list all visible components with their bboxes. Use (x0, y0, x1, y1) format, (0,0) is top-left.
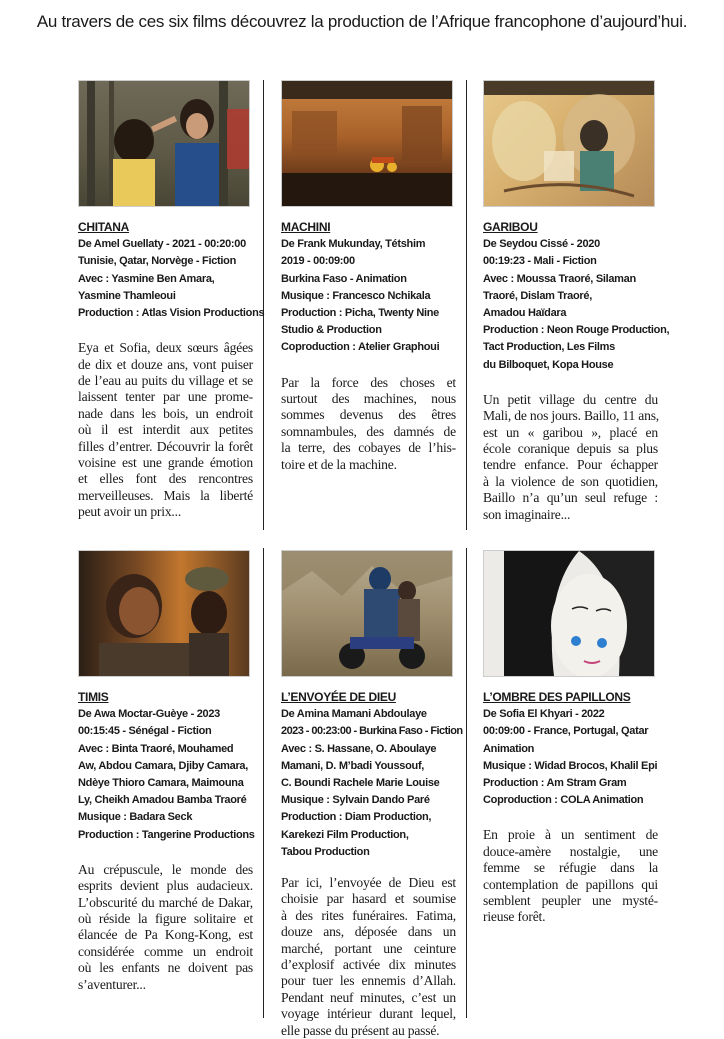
synopsis-line: de dix et douze ans, vont puiser (78, 356, 253, 372)
column-divider-left-lower (263, 548, 264, 1018)
info-line: Avec : Yasmine Ben Amara, (78, 272, 215, 285)
info-line: Avec : Moussa Traoré, Silaman (483, 272, 636, 285)
synopsis-line: voyage intérieur durant lequel, (281, 1006, 456, 1022)
info-line: Musique : Badara Seck (78, 811, 193, 824)
info-line: Coproduction : COLA Animation (483, 794, 644, 807)
film-still-machini (281, 80, 453, 207)
film-card-machini (281, 80, 456, 473)
info-line: Production : Neon Rouge Production, (483, 324, 670, 337)
info-line: Burkina Faso - Animation (281, 272, 407, 285)
film-info-machini (281, 219, 456, 357)
info-line: 2019 - 00:09:00 (281, 255, 355, 268)
film-info-chitana (78, 219, 265, 322)
film-card-garibou (483, 80, 670, 523)
synopsis-line: est un « garibou », placé en (483, 424, 658, 440)
info-line: Tunisie, Qatar, Norvège - Fiction (78, 255, 236, 268)
synopsis-line: douze ans, déposée dans un (281, 924, 456, 940)
column-divider-right-lower (466, 548, 467, 1018)
info-line: Ndèye Thioro Camara, Maimouna (78, 777, 244, 790)
info-line: Animation (483, 742, 535, 755)
info-line: Production : Diam Production, (281, 811, 432, 824)
intro-text: Au travers de ces six films découvrez la production de l’Afrique francophone d’aujourd’hui. (36, 12, 688, 31)
info-line: Production : Picha, Twenty Nine (281, 307, 439, 320)
film-title: TIMIS (78, 690, 109, 704)
synopsis-line: elle passe du présent au passé. (281, 1022, 440, 1038)
film-still-envoyee-de-dieu (281, 550, 453, 677)
synopsis-line: choisie par hasard et soumise (281, 891, 456, 907)
info-line: Musique : Francesco Nchikala (281, 289, 431, 302)
info-line: Tact Production, Les Films (483, 341, 615, 354)
info-line: De Awa Moctar-Guèye - 2023 (78, 708, 220, 721)
synopsis-line: Par ici, l’envoyée de Dieu est (281, 875, 456, 891)
film-info-envoyee-de-dieu (281, 689, 463, 861)
film-card-chitana (78, 80, 265, 521)
synopsis-line: surtout des machines, nous (281, 391, 456, 407)
synopsis-line: filles d’entrer. Découvrir la forêt (78, 438, 253, 454)
info-line: 00:15:45 - Sénégal - Fiction (78, 725, 212, 738)
film-synopsis-machini (281, 375, 456, 473)
info-line: 00:19:23 - Mali - Fiction (483, 255, 597, 268)
synopsis-line: la terre, des cobayes de l’his- (281, 440, 456, 456)
synopsis-line: laissent tenter par une prome- (78, 389, 253, 405)
film-info-ombre-des-papillons (483, 689, 658, 809)
synopsis-line: femme se réfugie dans la (483, 860, 658, 876)
synopsis-line: L’obscurité du marché de Dakar, (78, 894, 253, 910)
synopsis-line: somnambules, des damnés de (281, 423, 456, 439)
synopsis-line: école coranique depuis sa plus (483, 441, 658, 457)
synopsis-line: pour tuer les ennemis d’Allah. (281, 973, 456, 989)
synopsis-line: nade dans les bois, un endroit (78, 405, 253, 421)
film-title: MACHINI (281, 220, 331, 234)
info-line: Production : Am Stram Gram (483, 777, 627, 790)
info-line: Production : Tangerine Productions (78, 828, 255, 841)
info-line: Karekezi Film Production, (281, 828, 409, 841)
synopsis-line: Un petit village du centre du (483, 391, 658, 407)
synopsis-line: tendre enfance. Pour échapper (483, 457, 658, 473)
info-line: 00:09:00 - France, Portugal, Qatar (483, 725, 649, 738)
synopsis-line: douce-amère nostalgie, une (483, 843, 658, 859)
synopsis-line: esprits devient plus audacieux. (78, 878, 253, 894)
film-still-timis (78, 550, 250, 677)
synopsis-line: toire et de la machine. (281, 456, 397, 472)
info-line: 2023 - 00:23:00 - Burkina Faso - Fiction (281, 725, 463, 738)
info-line: Production : Atlas Vision Productions (78, 307, 265, 320)
synopsis-line: d’explosif activée dix minutes (281, 957, 456, 973)
film-synopsis-chitana (78, 340, 253, 520)
info-line: Aw, Abdou Camara, Djiby Camara, (78, 759, 249, 772)
film-still-ombre-des-papillons (483, 550, 655, 677)
column-divider-left (263, 80, 264, 530)
info-line: De Amina Mamani Abdoulaye (281, 708, 427, 721)
synopsis-line: de l’eau au puits du village et se (78, 373, 253, 389)
synopsis-line: Au crépuscule, le monde des (78, 861, 253, 877)
synopsis-line: merveilleuses. Mais la liberté (78, 487, 253, 503)
film-still-garibou (483, 80, 655, 207)
film-title: GARIBOU (483, 220, 538, 234)
film-card-ombre-des-papillons (483, 550, 658, 926)
film-synopsis-garibou (483, 392, 658, 523)
synopsis-line: son imaginaire... (483, 506, 571, 522)
synopsis-line: peut avoir un prix... (78, 504, 182, 520)
film-synopsis-ombre-des-papillons (483, 827, 658, 925)
synopsis-line: où il est interdit aux petites (78, 422, 253, 438)
synopsis-line: Pendant neuf minutes, c’est un (281, 989, 456, 1005)
film-info-timis (78, 689, 253, 844)
info-line: De Sofia El Khyari - 2022 (483, 708, 605, 721)
film-title: L’OMBRE DES PAPILLONS (483, 690, 631, 704)
info-line: Coproduction : Atelier Graphoui (281, 341, 440, 354)
info-line: Amadou Haïdara (483, 307, 567, 320)
film-title: L’ENVOYÉE DE DIEU (281, 690, 396, 704)
info-line: Studio & Production (281, 324, 382, 337)
info-line: De Frank Mukunday, Tétshim (281, 238, 426, 251)
synopsis-line: s’aventurer... (78, 976, 146, 992)
synopsis-line: où les enfants ne doivent pas (78, 960, 253, 976)
synopsis-line: à des rites funéraires. Fatima, (281, 907, 456, 923)
synopsis-line: Par la force des choses et (281, 374, 456, 390)
synopsis-line: à la violence de son quotidien, (483, 473, 658, 489)
synopsis-line: voisine est une grande émotion (78, 455, 253, 471)
synopsis-line: marché, portant une ceinture (281, 940, 456, 956)
film-card-timis (78, 550, 253, 993)
info-line: Tabou Production (281, 845, 370, 858)
synopsis-line: sommes devenus des êtres (281, 407, 456, 423)
info-line: Traoré, Dislam Traoré, (483, 289, 592, 302)
synopsis-line: et elles font des rencontres (78, 471, 253, 487)
info-line: De Amel Guellaty - 2021 - 00:20:00 (78, 238, 246, 251)
synopsis-line: semblent peupler une mysté- (483, 893, 658, 909)
synopsis-line: considérée comme un endroit (78, 943, 253, 959)
info-line: du Bilboquet, Kopa House (483, 358, 614, 371)
info-line: Ly, Cheikh Amadou Bamba Traoré (78, 794, 247, 807)
film-title: CHITANA (78, 220, 130, 234)
info-line: Musique : Sylvain Dando Paré (281, 794, 430, 807)
synopsis-line: élancée de Pa Kong-Kong, est (78, 927, 253, 943)
synopsis-line: Baillo n’a qu’un seul refuge : (483, 490, 658, 506)
info-line: Musique : Widad Brocos, Khalil Epi (483, 759, 658, 772)
info-line: C. Boundi Rachele Marie Louise (281, 777, 440, 790)
synopsis-line: En proie à un sentiment de (483, 827, 658, 843)
film-synopsis-envoyee-de-dieu (281, 875, 456, 1039)
film-info-garibou (483, 219, 670, 374)
info-line: Yasmine Thamleoui (78, 289, 176, 302)
film-synopsis-timis (78, 862, 253, 993)
info-line: Avec : Binta Traoré, Mouhamed (78, 742, 234, 755)
synopsis-line: Eya et Sofia, deux sœurs âgées (78, 340, 253, 356)
info-line: De Seydou Cissé - 2020 (483, 238, 600, 251)
synopsis-line: où réside la figure solitaire et (78, 911, 253, 927)
info-line: Mamani, D. M’badi Youssouf, (281, 759, 425, 772)
synopsis-line: contemplation de papillons qui (483, 876, 658, 892)
synopsis-line: rieuse forêt. (483, 909, 546, 925)
synopsis-line: Mali, de nos jours. Baillo, 11 ans, (483, 408, 659, 424)
film-still-chitana (78, 80, 250, 207)
info-line: Avec : S. Hassane, O. Aboulaye (281, 742, 437, 755)
column-divider-right (466, 80, 467, 530)
film-card-envoyee-de-dieu (281, 550, 463, 1039)
